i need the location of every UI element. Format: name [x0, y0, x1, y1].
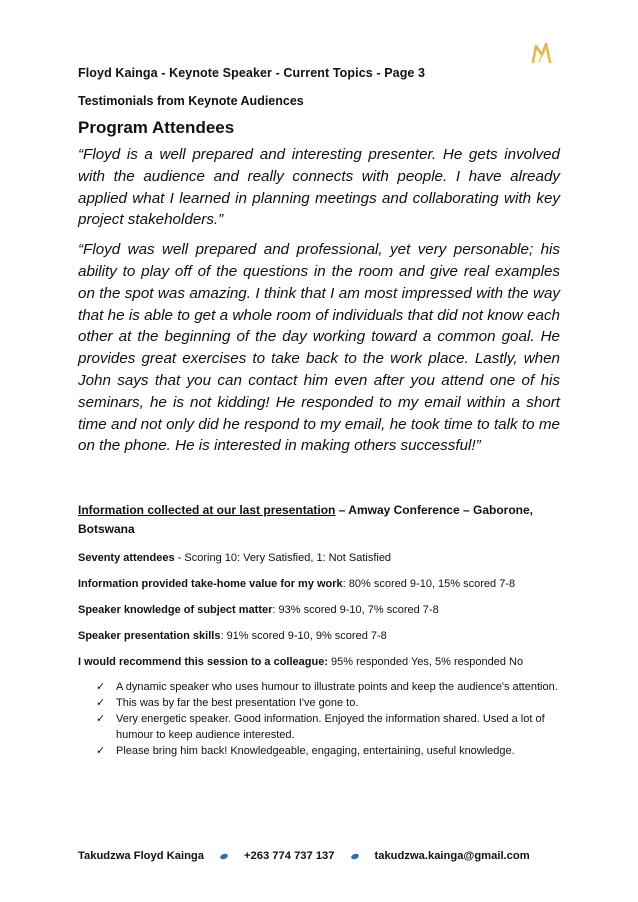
page-content [78, 66, 560, 759]
list-item [96, 679, 560, 695]
comment-text: Very energetic speaker. Good information. Enjoyed the information shared. Used a lot of humour to keep audience interested. [116, 713, 545, 742]
page-footer [78, 850, 560, 862]
checkmark-icon: ✓ [96, 697, 106, 710]
stat-label: Speaker presentation skills [78, 630, 221, 643]
list-item [96, 743, 560, 759]
footer-phone: +263 774 737 137 [243, 850, 335, 862]
stat-label: I would recommend this session to a colleague: [78, 656, 328, 669]
footer-email: takudzwa.kainga@gmail.com [374, 850, 530, 862]
separator-dot-icon [219, 852, 228, 859]
checkmark-icon: ✓ [96, 713, 106, 726]
stat-text: : 91% scored 9-10, 9% scored 7-8 [220, 630, 387, 643]
stat-line [78, 551, 560, 565]
stat-line [78, 603, 560, 617]
stat-text: : 80% scored 9-10, 15% scored 7-8 [342, 578, 516, 591]
m-crown-logo-icon [530, 40, 554, 66]
stat-text: 95% responded Yes, 5% responded No [328, 656, 524, 669]
stat-line [78, 629, 560, 643]
info-heading-underlined: Information collected at our last presentation [78, 503, 336, 518]
section-title: Program Attendees [78, 118, 235, 137]
comment-text: This was by far the best presentation I've gone to. [116, 697, 359, 710]
stat-label: Information provided take-home value for my work [78, 578, 343, 591]
checkmark-icon: ✓ [96, 745, 106, 758]
checkmark-icon: ✓ [96, 681, 106, 694]
info-heading-rest: – Amway Conference – Gaborone, Botswana [78, 503, 533, 537]
page-subtitle: Testimonials from Keynote Audiences [78, 94, 304, 108]
stat-line [78, 655, 560, 669]
stat-text: : 93% scored 9-10, 7% scored 7-8 [272, 604, 439, 617]
info-heading [78, 501, 560, 539]
comment-text: Please bring him back! Knowledgeable, engaging, entertaining, useful knowledge. [116, 745, 515, 758]
footer-name: Takudzwa Floyd Kainga [78, 850, 204, 862]
list-item [96, 711, 560, 743]
testimonial-quote: “Floyd is a well prepared and interesting presenter. He gets involved with the audience and really connects with people. I have already applied what I learned in planning meetings and collaborating with key project stakeholders.” [78, 146, 560, 229]
list-item [96, 695, 560, 711]
stat-label: Speaker knowledge of subject matter [78, 604, 273, 617]
separator-dot-icon [350, 852, 359, 859]
comment-text: A dynamic speaker who uses humour to illustrate points and keep the audience's attention. [116, 681, 558, 694]
stat-text: - Scoring 10: Very Satisfied, 1: Not Satisfied [174, 552, 392, 565]
comment-list [96, 679, 560, 759]
stat-line [78, 577, 560, 591]
stat-label: Seventy attendees [78, 552, 175, 565]
testimonial-quote: “Floyd was well prepared and professional, yet very personable; his ability to play off of the questions in the room and give real examples on the spot was amazing. I think that I am most impressed with the way that he is able to get a whole room of individuals that did not know each other at the beginning of the day working toward a common goal. He provides great exercises to take back to the work place. Lastly, when John says that you can contact him even after you attend one of his seminars, he is not kidding! He responded to my email within a short time and not only did he respond to my email, he took time to talk to me on the phone. He is interested in making others successful!” [78, 241, 560, 455]
page-title: Floyd Kainga - Keynote Speaker - Current Topics - Page 3 [78, 66, 426, 80]
